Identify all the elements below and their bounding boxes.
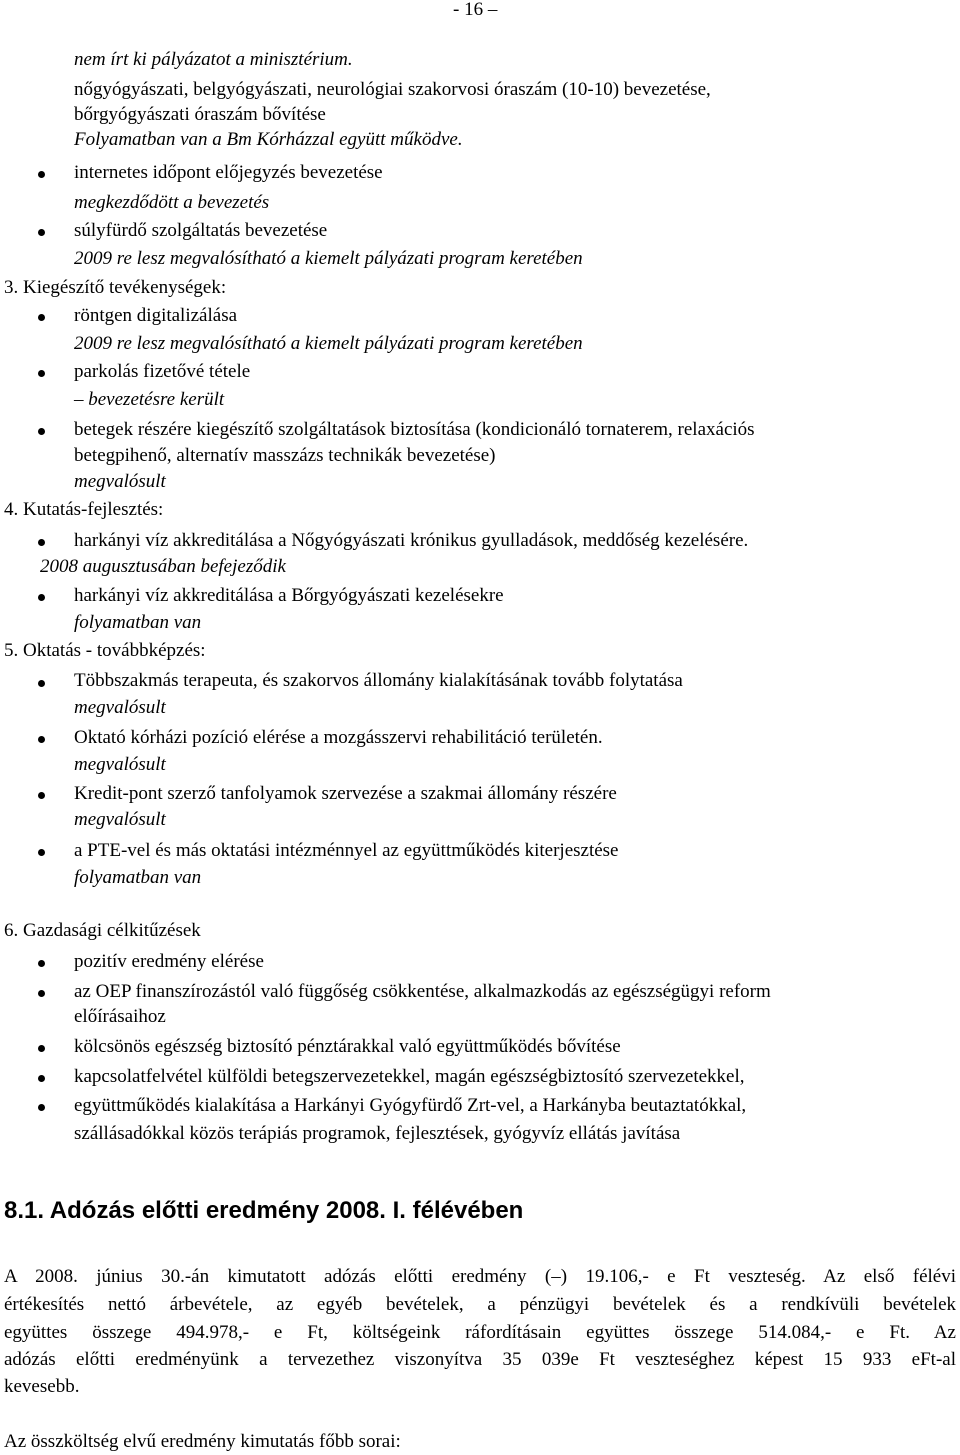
text-line: előírásaihoz bbox=[74, 1006, 166, 1027]
paragraph-line: együttes összege 494.978,- e Ft, költségeink ráfordításain együttes összege 514.084,- e Ft. Az bbox=[4, 1322, 956, 1343]
list-item: röntgen digitalizálása bbox=[74, 305, 238, 326]
text-line: 2009 re lesz megvalósítható a kiemelt pályázati program keretében bbox=[74, 248, 583, 269]
list-item: harkányi víz akkreditálása a Nőgyógyászati krónikus gyulladások, meddőség kezelésére. bbox=[74, 530, 749, 551]
list-item: súlyfürdő szolgáltatás bevezetése bbox=[74, 220, 328, 241]
list-item: Többszakmás terapeuta, és szakorvos állomány kialakításának tovább folytatása bbox=[74, 670, 683, 691]
text-line: nem írt ki pályázatot a minisztérium. bbox=[74, 49, 353, 70]
list-item: harkányi víz akkreditálása a Bőrgyógyászati kezelésekre bbox=[74, 585, 504, 606]
status-text: megvalósult bbox=[74, 754, 166, 775]
text-line: Az összköltség elvű eredmény kimutatás főbb sorai: bbox=[4, 1431, 401, 1452]
paragraph-line: adózás előtti eredményünk a tervezethez viszonyítva 35 039e Ft veszteséghez képest 15 933 eFt-al bbox=[4, 1349, 956, 1370]
bullet bbox=[38, 171, 45, 178]
bullet bbox=[38, 960, 45, 967]
paragraph-line: értékesítés nettó árbevétele, az egyéb bevételek, a pénzügyi bevételek és a rendkívüli bevételek bbox=[4, 1294, 956, 1315]
bullet bbox=[38, 1045, 45, 1052]
list-item: Kredit-pont szerző tanfolyamok szervezése a szakmai állomány részére bbox=[74, 783, 617, 804]
status-text: megvalósult bbox=[74, 697, 166, 718]
status-text: megvalósult bbox=[74, 471, 166, 492]
status-text: folyamatban van bbox=[74, 612, 202, 633]
bullet bbox=[38, 990, 45, 997]
bullet bbox=[38, 370, 45, 377]
bullet bbox=[38, 428, 45, 435]
list-item: betegek részére kiegészítő szolgáltatások biztosítása (kondicionáló tornaterem, relaxációs bbox=[74, 419, 755, 440]
status-text: megvalósult bbox=[74, 809, 166, 830]
list-item: parkolás fizetővé tétele bbox=[74, 361, 251, 382]
page-number: - 16 – bbox=[453, 0, 498, 20]
bullet bbox=[38, 1104, 45, 1111]
text-line: Folyamatban van a Bm Kórházzal együtt működve. bbox=[74, 129, 463, 150]
bullet bbox=[38, 594, 45, 601]
text-line: megkezdődött a bevezetés bbox=[74, 192, 270, 213]
paragraph-line: kevesebb. bbox=[4, 1376, 80, 1397]
list-item: internetes időpont előjegyzés bevezetése bbox=[74, 162, 383, 183]
section-heading: 3. Kiegészítő tevékenységek: bbox=[4, 277, 227, 298]
text-line: bőrgyógyászati óraszám bővítése bbox=[74, 104, 326, 125]
list-item: pozitív eredmény elérése bbox=[74, 951, 264, 972]
bullet bbox=[38, 680, 45, 687]
bullet bbox=[38, 849, 45, 856]
bullet bbox=[38, 1075, 45, 1082]
text-line: betegpihenő, alternatív masszázs technikák bevezetése) bbox=[74, 445, 496, 466]
status-text: 2008 augusztusában befejeződik bbox=[40, 556, 286, 577]
list-item: az OEP finanszírozástól való függőség csökkentése, alkalmazkodás az egészségügyi reform bbox=[74, 981, 771, 1002]
list-item: Oktató kórházi pozíció elérése a mozgásszervi rehabilitáció területén. bbox=[74, 727, 603, 748]
text-line: szállásadókkal közös terápiás programok, fejlesztések, gyógyvíz ellátás javítása bbox=[74, 1123, 681, 1144]
section-heading: 4. Kutatás-fejlesztés: bbox=[4, 499, 164, 520]
list-item: kölcsönös egészség biztosító pénztárakkal való együttműködés bővítése bbox=[74, 1036, 621, 1057]
list-item: kapcsolatfelvétel külföldi betegszervezetekkel, magán egészségbiztosító szervezetekkel, bbox=[74, 1066, 745, 1087]
section-heading: 6. Gazdasági célkitűzések bbox=[4, 920, 201, 941]
section-title: 8.1. Adózás előtti eredmény 2008. I. félévében bbox=[4, 1197, 524, 1224]
section-heading: 5. Oktatás - továbbképzés: bbox=[4, 640, 206, 661]
text-line: nőgyógyászati, belgyógyászati, neurológiai szakorvosi óraszám (10-10) bevezetése, bbox=[74, 79, 711, 100]
bullet bbox=[38, 539, 45, 546]
list-item: a PTE-vel és más oktatási intézménnyel az együttműködés kiterjesztése bbox=[74, 840, 619, 861]
bullet bbox=[38, 314, 45, 321]
list-item: együttműködés kialakítása a Harkányi Gyógyfürdő Zrt-vel, a Harkányba beutaztatókkal, bbox=[74, 1095, 747, 1116]
text-line: 2009 re lesz megvalósítható a kiemelt pályázati program keretében bbox=[74, 333, 583, 354]
paragraph-line: A 2008. június 30.-án kimutatott adózás előtti eredmény (–) 19.106,- e Ft veszteség. Az első félévi bbox=[4, 1266, 956, 1287]
status-text: folyamatban van bbox=[74, 867, 202, 888]
bullet bbox=[38, 736, 45, 743]
text-line: – bevezetésre került bbox=[74, 389, 225, 410]
bullet bbox=[38, 792, 45, 799]
bullet bbox=[38, 229, 45, 236]
